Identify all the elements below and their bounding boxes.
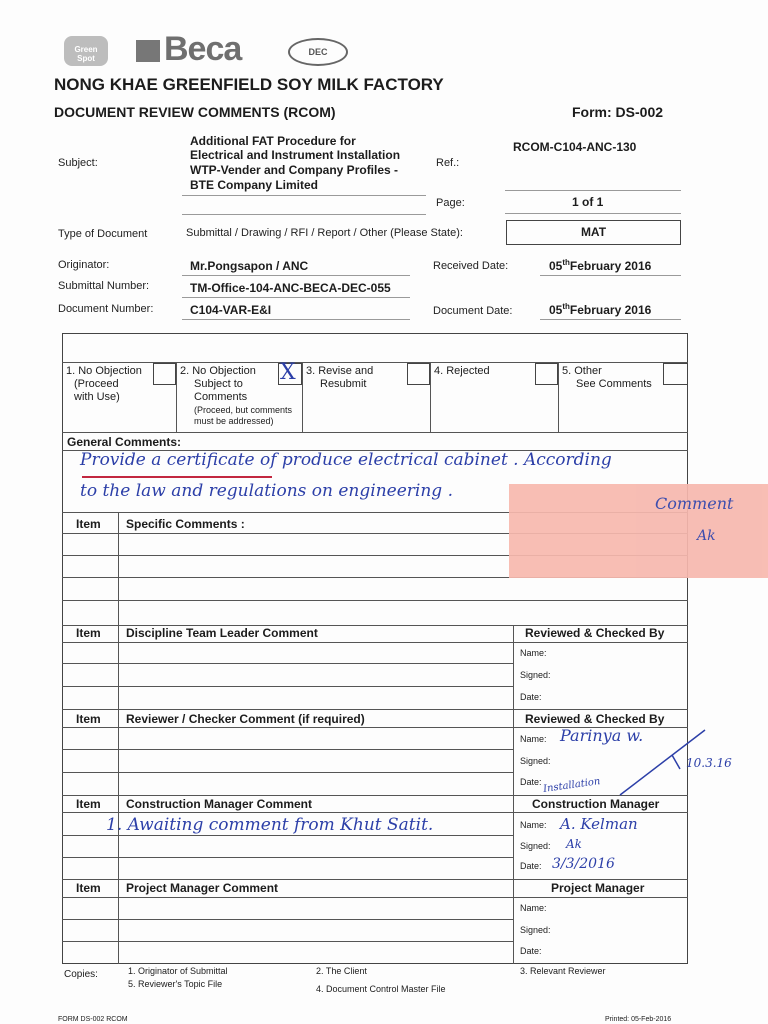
- status-other[interactable]: [562, 365, 652, 391]
- form-number: Form: DS-002: [572, 104, 664, 120]
- construction-name-label: Name:: [520, 820, 547, 830]
- copies-4: 4. Document Control Master File: [316, 984, 446, 994]
- discipline-comment-header: Discipline Team Leader Comment: [126, 626, 318, 640]
- type-of-document-label: Type of Document: [58, 228, 148, 240]
- document-number-label: Document Number:: [58, 303, 154, 315]
- discipline-item-header: Item: [76, 626, 101, 640]
- construction-hand-date: 3/3/2016: [552, 856, 615, 872]
- copies-5: 5. Reviewer's Topic File: [128, 979, 223, 989]
- construction-signed-label: Signed:: [520, 841, 551, 851]
- project-comment-header: Project Manager Comment: [126, 881, 279, 895]
- status-4-checkbox[interactable]: [535, 363, 558, 385]
- status-3-line1: 3. Revise and: [306, 365, 374, 377]
- reviewer-signed-label: Signed:: [520, 756, 551, 766]
- copies-2: 2. The Client: [316, 966, 367, 976]
- received-date-label: Received Date:: [433, 260, 509, 272]
- sticky-note: [509, 484, 768, 578]
- subject-label: Subject:: [58, 157, 98, 169]
- status-5-checkbox[interactable]: [663, 363, 688, 385]
- document-date-value: [549, 302, 651, 317]
- footer-printed: Printed: 05-Feb-2016: [605, 1016, 672, 1023]
- sticky-note-initials: Ak: [697, 528, 716, 544]
- originator-value: Mr.Pongsapon / ANC: [190, 259, 309, 273]
- document-date-rest: February 2016: [569, 303, 652, 317]
- beca-logo-text: Beca: [164, 30, 242, 68]
- type-of-document-box: [506, 220, 681, 245]
- status-rejected[interactable]: [434, 365, 490, 378]
- general-comments-label: General Comments:: [67, 435, 182, 449]
- beca-logo-mark: [136, 40, 160, 62]
- discipline-checked-by: Reviewed & Checked By: [525, 626, 665, 640]
- page-label: Page:: [436, 197, 465, 209]
- specific-comments-header: Specific Comments :: [126, 517, 245, 531]
- green-spot-logo-text: Green Spot: [74, 45, 98, 63]
- status-2-line5: must be addressed): [194, 416, 274, 426]
- reviewer-hand-date: 10.3.16: [686, 756, 732, 770]
- ref-label: Ref.:: [436, 157, 460, 169]
- reviewer-checked-by: Reviewed & Checked By: [525, 712, 665, 726]
- footer-form-id: FORM DS-002 RCOM: [58, 1016, 128, 1023]
- specific-item-header: Item: [76, 517, 101, 531]
- reviewer-date-label: Date:: [520, 777, 542, 787]
- dec-logo: [288, 38, 348, 66]
- type-of-document-value: MAT: [580, 225, 607, 239]
- reviewer-signature: [580, 725, 710, 805]
- page-value: 1 of 1: [572, 195, 604, 209]
- construction-comment-header: Construction Manager Comment: [126, 797, 313, 811]
- construction-hand-signed: Ak: [566, 837, 582, 851]
- general-comments-handwriting-2: to the law and regulations on engineering .: [80, 481, 453, 501]
- status-2-line4: (Proceed, but comments: [194, 405, 293, 415]
- copies-1: 1. Originator of Submittal: [128, 966, 228, 976]
- reviewer-comment-header: Reviewer / Checker Comment (if required): [126, 712, 365, 726]
- form-title: DOCUMENT REVIEW COMMENTS (RCOM): [54, 104, 336, 120]
- status-1-checkbox[interactable]: [153, 363, 176, 385]
- construction-hand-comment: 1. Awaiting comment from Khut Satit.: [106, 815, 434, 835]
- green-spot-logo: [64, 36, 108, 66]
- ref-value: RCOM-C104-ANC-130: [513, 140, 637, 154]
- project-item-header: Item: [76, 881, 101, 895]
- subject-line-2: Electrical and Instrument Installation: [190, 148, 401, 162]
- project-date-label: Date:: [520, 946, 542, 956]
- status-2-line2: Subject to: [194, 378, 243, 390]
- project-checked-by: Project Manager: [551, 881, 645, 895]
- status-2-check-mark: X: [280, 360, 296, 385]
- document-date-sup: th: [562, 302, 570, 311]
- copies-3: 3. Relevant Reviewer: [520, 966, 606, 976]
- received-date-day: 05: [549, 259, 563, 273]
- received-date-value: [549, 258, 651, 273]
- submittal-number-label: Submittal Number:: [58, 280, 150, 292]
- subject-line-1: Additional FAT Procedure for: [190, 134, 356, 148]
- general-comments-underline: [82, 476, 272, 478]
- construction-item-header: Item: [76, 797, 101, 811]
- dec-logo-text: DEC: [308, 47, 328, 57]
- subject-line-4: BTE Company Limited: [190, 178, 319, 192]
- document-number-value: C104-VAR-E&I: [190, 303, 272, 317]
- status-2-line1: 2. No Objection: [180, 365, 256, 377]
- submittal-number-value: TM-Office-104-ANC-BECA-DEC-055: [190, 281, 391, 295]
- beca-logo: [136, 30, 266, 68]
- subject-line-3: WTP-Vender and Company Profiles -: [190, 163, 399, 177]
- project-name-label: Name:: [520, 903, 547, 913]
- copies-label: Copies:: [64, 969, 98, 980]
- reviewer-name-label: Name:: [520, 734, 547, 744]
- status-5-line1: 5. Other: [562, 365, 602, 377]
- general-comments-handwriting-1: Provide a certificate of produce electrical cabinet . According: [80, 450, 612, 470]
- reviewer-hand-name: Parinya w.: [560, 726, 644, 745]
- sticky-note-text: Comment: [655, 494, 734, 513]
- discipline-signed-label: Signed:: [520, 670, 551, 680]
- factory-title: NONG KHAE GREENFIELD SOY MILK FACTORY: [54, 75, 444, 94]
- status-5-line2: See Comments: [576, 378, 652, 390]
- status-1-line3: with Use): [74, 391, 120, 403]
- status-1-line2: (Proceed: [74, 378, 119, 390]
- construction-checked-by: Construction Manager: [532, 797, 660, 811]
- construction-date-label: Date:: [520, 861, 542, 871]
- originator-label: Originator:: [58, 259, 110, 271]
- discipline-date-label: Date:: [520, 692, 542, 702]
- document-date-label: Document Date:: [433, 305, 513, 317]
- received-date-sup: th: [562, 258, 570, 267]
- type-of-document-options: Submittal / Drawing / RFI / Report / Other (Please State):: [186, 227, 463, 239]
- status-3-checkbox[interactable]: [407, 363, 430, 385]
- project-signed-label: Signed:: [520, 925, 551, 935]
- received-date-rest: February 2016: [569, 259, 652, 273]
- discipline-name-label: Name:: [520, 648, 547, 658]
- status-1-line1: 1. No Objection: [66, 365, 142, 377]
- document-date-day: 05: [549, 303, 563, 317]
- status-3-line2: Resubmit: [320, 378, 367, 390]
- status-2-line3: Comments: [194, 391, 248, 403]
- construction-hand-name: A. Kelman: [560, 815, 638, 833]
- reviewer-hand-install: Installation: [542, 776, 602, 795]
- status-4-line1: 4. Rejected: [434, 365, 490, 377]
- reviewer-item-header: Item: [76, 712, 101, 726]
